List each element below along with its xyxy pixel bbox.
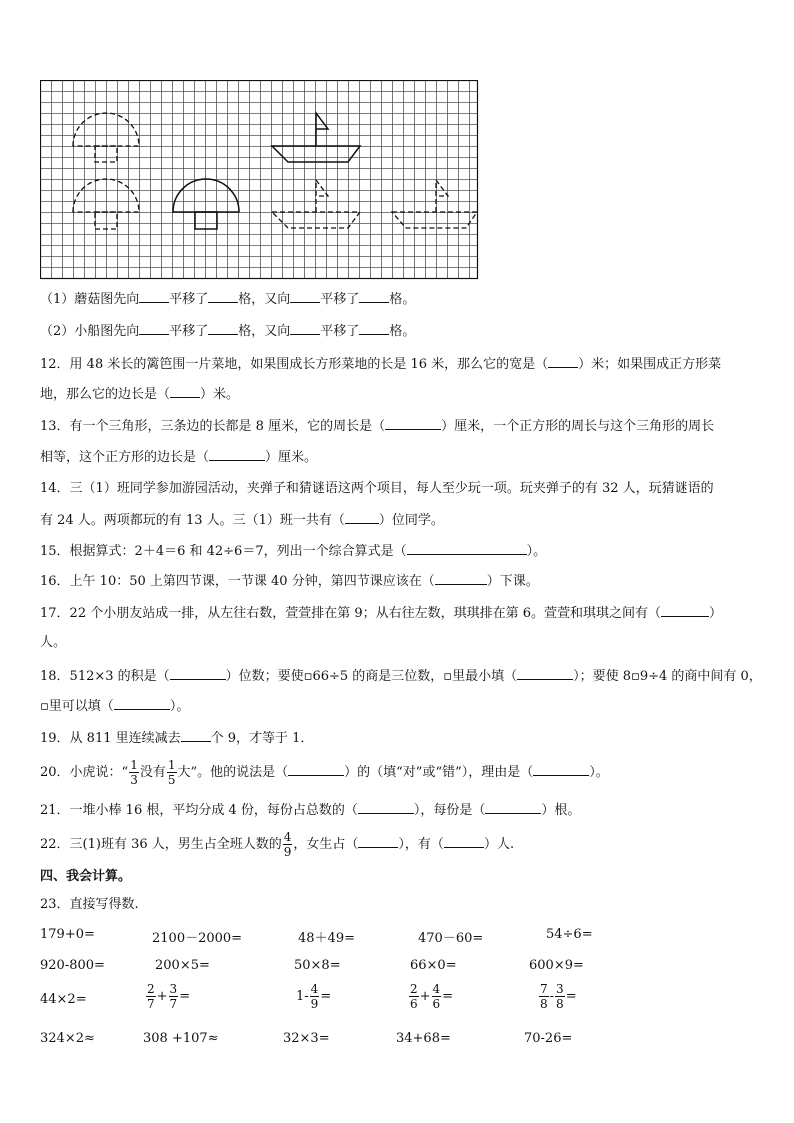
calc-item: 32×3= bbox=[283, 1031, 330, 1046]
fraction bbox=[283, 830, 293, 859]
fraction bbox=[432, 982, 442, 1011]
text: ），每份是（ bbox=[413, 803, 486, 818]
calc-item: 2100－2000= bbox=[152, 931, 243, 946]
text: 22．三(1)班有 36 人，男生占全班人数的 bbox=[40, 837, 282, 852]
text: （2）小船图先向 bbox=[40, 324, 140, 339]
denominator: 8 bbox=[556, 997, 564, 1011]
answer-blank[interactable] bbox=[181, 729, 211, 742]
answer-blank[interactable] bbox=[661, 604, 709, 617]
answer-blank[interactable] bbox=[385, 417, 441, 430]
text: ）米。 bbox=[200, 387, 240, 402]
calc-item-fraction-sum bbox=[145, 982, 190, 1011]
answer-blank[interactable] bbox=[359, 290, 389, 303]
text: ▫里可以填（ bbox=[40, 699, 114, 714]
text: 人。 bbox=[40, 635, 67, 650]
boat-solid-shape bbox=[272, 113, 360, 162]
answer-blank[interactable] bbox=[208, 290, 238, 303]
text: 平移了 bbox=[320, 324, 360, 339]
text: 21．一堆小棒 16 根，平均分成 4 份，每份占总数的（ bbox=[40, 803, 358, 818]
mushroom-solid-shape bbox=[173, 179, 239, 229]
fraction bbox=[310, 982, 320, 1011]
calc-item: 200×5= bbox=[155, 958, 210, 973]
answer-blank[interactable] bbox=[548, 355, 578, 368]
denominator: 6 bbox=[410, 997, 418, 1011]
operator: = bbox=[565, 989, 577, 1004]
question-boat-translation bbox=[40, 322, 415, 341]
text: 20．小虎说：“ bbox=[40, 765, 129, 780]
text: 格，又向 bbox=[238, 292, 291, 307]
numerator: 4 bbox=[310, 982, 319, 996]
denominator: 3 bbox=[130, 773, 138, 787]
question-16 bbox=[40, 572, 539, 591]
question-12-line-2 bbox=[40, 385, 239, 404]
text: 18．512×3 的积是（ bbox=[40, 669, 170, 684]
calc-item: 50×8= bbox=[294, 958, 341, 973]
text: ）。 bbox=[589, 765, 609, 780]
question-21 bbox=[40, 801, 580, 820]
question-19 bbox=[40, 729, 313, 748]
question-13-line-2 bbox=[40, 448, 317, 467]
text: 大”。他的说法是（ bbox=[177, 765, 289, 780]
text: ）位同学。 bbox=[378, 513, 444, 528]
text: 14．三（1）班同学参加游园活动，夹弹子和猜谜语这两个项目，每人至少玩一项。玩夹弹子的有 32 人，玩猜谜语的 bbox=[40, 481, 714, 496]
calc-item: 66×0= bbox=[410, 958, 457, 973]
text: 16．上午 10：50 上第四节课，一节课 40 分钟，第四节课应该在（ bbox=[40, 574, 435, 589]
answer-blank[interactable] bbox=[485, 801, 541, 814]
fraction bbox=[146, 982, 156, 1011]
calc-item: 54÷6= bbox=[546, 927, 593, 942]
denominator: 9 bbox=[283, 845, 292, 859]
fraction bbox=[169, 982, 179, 1011]
answer-blank[interactable] bbox=[345, 511, 379, 524]
numerator: 1 bbox=[130, 758, 138, 772]
denominator: 9 bbox=[310, 997, 319, 1011]
denominator: 5 bbox=[167, 773, 176, 787]
text: ）；要使 8▫9÷4 的商中间有 0， bbox=[573, 669, 762, 684]
answer-blank[interactable] bbox=[209, 448, 265, 461]
answer-blank[interactable] bbox=[359, 322, 389, 335]
text: ）下课。 bbox=[486, 574, 539, 589]
fraction bbox=[409, 982, 419, 1011]
text: 格，又向 bbox=[238, 324, 291, 339]
text: ），有（ bbox=[398, 837, 444, 852]
answer-blank[interactable] bbox=[114, 697, 170, 710]
answer-blank[interactable] bbox=[290, 290, 320, 303]
text: 有 24 人。两项都玩的有 13 人。三（1）班一共有（ bbox=[40, 513, 345, 528]
calc-item: 600×9= bbox=[529, 958, 584, 973]
operator: = bbox=[179, 989, 191, 1004]
text: 个 9，才等于 1． bbox=[210, 731, 314, 746]
fraction bbox=[167, 758, 177, 787]
question-18-line-1 bbox=[40, 667, 762, 686]
calc-item: 70-26= bbox=[524, 1031, 573, 1046]
translation-grid-figure bbox=[40, 80, 480, 282]
text: 平移了 bbox=[169, 324, 209, 339]
mushroom-dashed-shape-1 bbox=[73, 113, 139, 162]
denominator: 7 bbox=[147, 997, 155, 1011]
operator: + bbox=[419, 989, 431, 1004]
question-18-line-2 bbox=[40, 697, 189, 716]
answer-blank[interactable] bbox=[358, 801, 414, 814]
text: 平移了 bbox=[169, 292, 209, 307]
text: 12．用 48 米长的篱笆围一片菜地，如果围成长方形菜地的长是 16 米，那么它的宽是（ bbox=[40, 357, 549, 372]
answer-blank[interactable] bbox=[288, 763, 344, 776]
text: 地，那么它的边长是（ bbox=[40, 387, 171, 402]
answer-blank[interactable] bbox=[435, 572, 487, 585]
answer-blank[interactable] bbox=[290, 322, 320, 335]
text: ，女生占（ bbox=[293, 837, 359, 852]
denominator: 8 bbox=[540, 997, 548, 1011]
answer-blank[interactable] bbox=[517, 667, 573, 680]
answer-blank[interactable] bbox=[208, 322, 238, 335]
operator: = bbox=[442, 989, 454, 1004]
text: ）。 bbox=[526, 544, 547, 559]
numerator: 3 bbox=[556, 982, 564, 996]
operator: = bbox=[320, 989, 332, 1004]
text: （1）蘑菇图先向 bbox=[40, 292, 140, 307]
calc-item: 324×2≈ bbox=[40, 1031, 95, 1046]
text: 13．有一个三角形，三条边的长都是 8 厘米，它的周长是（ bbox=[40, 419, 386, 434]
numerator: 7 bbox=[540, 982, 548, 996]
calc-item-fraction-difference bbox=[296, 982, 331, 1011]
numerator: 3 bbox=[169, 982, 178, 996]
text: 17．22 个小朋友站成一排，从左往右数，萱萱排在第 9；从右往左数，琪琪排在第 6。萱萱和琪琪之间有（ bbox=[40, 606, 662, 621]
question-17-line-2 bbox=[40, 634, 66, 652]
question-14-line-1 bbox=[40, 480, 714, 498]
text: ）米；如果围成正方形菜 bbox=[578, 357, 722, 372]
calc-item: 34+68= bbox=[396, 1031, 451, 1046]
calc-item-fraction-sum bbox=[408, 982, 453, 1011]
answer-blank[interactable] bbox=[444, 835, 484, 848]
answer-blank[interactable] bbox=[170, 667, 226, 680]
calc-item-fraction-difference bbox=[538, 982, 577, 1011]
denominator: 6 bbox=[432, 997, 441, 1011]
operator: - bbox=[549, 989, 555, 1004]
text: ）厘米。 bbox=[265, 450, 318, 465]
question-mushroom-translation bbox=[40, 290, 415, 309]
calc-item: 308 +107≈ bbox=[143, 1031, 219, 1046]
question-22 bbox=[40, 830, 514, 859]
question-12-line-1 bbox=[40, 355, 721, 374]
boat-dashed-shape-1 bbox=[272, 180, 360, 228]
text: ）厘米，一个正方形的周长与这个三角形的周长 bbox=[441, 419, 715, 434]
numerator: 4 bbox=[432, 982, 441, 996]
question-13-line-1 bbox=[40, 417, 714, 436]
text: 相等，这个正方形的边长是（ bbox=[40, 450, 210, 465]
fraction bbox=[555, 982, 565, 1011]
answer-blank[interactable] bbox=[358, 835, 398, 848]
section-heading: 四、我会计算。 bbox=[40, 869, 132, 884]
fraction bbox=[539, 982, 549, 1011]
answer-blank[interactable] bbox=[533, 763, 589, 776]
text: 15．根据算式：2＋4＝6 和 42÷6＝7，列出一个综合算式是（ bbox=[40, 544, 407, 559]
calc-item: 920-800= bbox=[40, 958, 105, 973]
calc-item: 470－60= bbox=[418, 931, 484, 946]
text: ）位数；要使▫66÷5 的商是三位数，▫里最小填（ bbox=[225, 669, 518, 684]
text: 平移了 bbox=[320, 292, 360, 307]
fraction bbox=[129, 758, 139, 787]
calc-item: 44×2= bbox=[40, 992, 87, 1007]
numerator: 2 bbox=[147, 982, 155, 996]
answer-blank[interactable] bbox=[139, 290, 169, 303]
question-14-line-2 bbox=[40, 511, 444, 530]
numerator: 1 bbox=[167, 758, 176, 772]
question-17-line-1 bbox=[40, 604, 722, 623]
answer-blank[interactable] bbox=[139, 322, 169, 335]
denominator: 7 bbox=[169, 997, 178, 1011]
question-20 bbox=[40, 758, 609, 787]
text: 格。 bbox=[389, 324, 416, 339]
answer-blank[interactable] bbox=[407, 542, 527, 555]
text: 格。 bbox=[389, 292, 416, 307]
numerator: 2 bbox=[410, 982, 418, 996]
text: ） bbox=[709, 606, 723, 621]
text: 19．从 811 里连续减去 bbox=[40, 731, 181, 746]
operator: + bbox=[156, 989, 168, 1004]
question-15 bbox=[40, 542, 546, 561]
numerator: 4 bbox=[283, 830, 292, 844]
text: 没有 bbox=[139, 765, 166, 780]
text: 1- bbox=[296, 989, 309, 1004]
text: ）。 bbox=[169, 699, 190, 714]
text: ）根。 bbox=[541, 803, 581, 818]
mushroom-dashed-shape-2 bbox=[73, 179, 139, 229]
calc-item: 179+0= bbox=[40, 927, 95, 942]
calc-item: 48＋49= bbox=[298, 931, 355, 946]
text: ）人. bbox=[483, 837, 515, 852]
text: ）的（填“对”或“错”），理由是（ bbox=[344, 765, 534, 780]
boat-dashed-shape-2 bbox=[392, 180, 477, 228]
question-23-prompt: 23．直接写得数. bbox=[40, 897, 139, 912]
answer-blank[interactable] bbox=[170, 385, 200, 398]
